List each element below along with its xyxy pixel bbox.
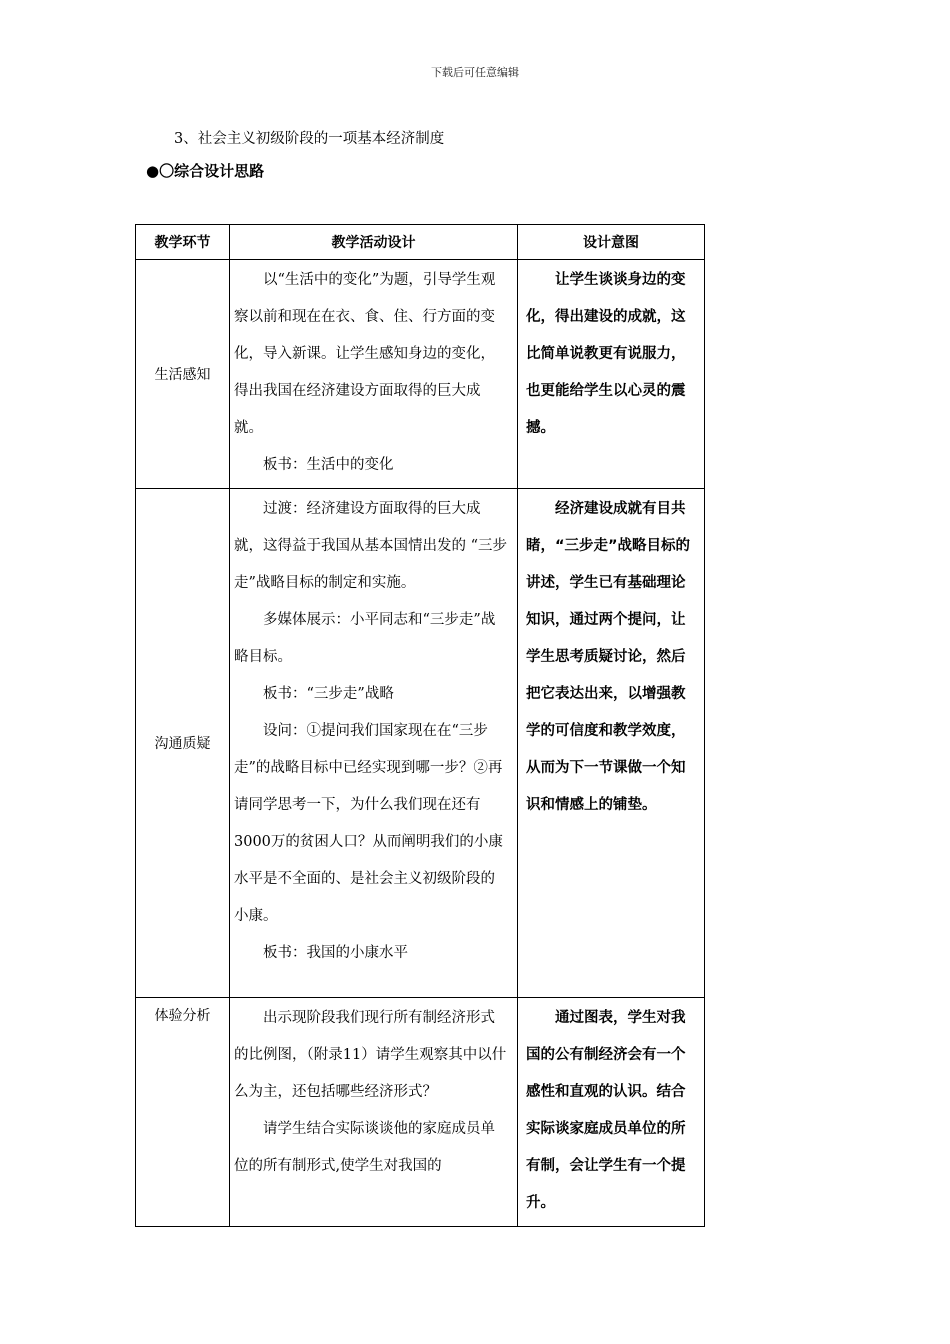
intent-cell	[518, 998, 705, 1227]
activity-paragraph: 多媒体展示：小平同志和“三步走”战略目标。	[234, 612, 496, 665]
activity-cell	[230, 260, 518, 489]
section-title: ●〇综合设计思路	[146, 162, 265, 180]
stage-cell: 沟通质疑	[136, 489, 230, 998]
activity-paragraph: 请学生结合实际谈谈他的家庭成员单位的所有制形式,使学生对我国的	[234, 1121, 495, 1174]
page-header-note: 下载后可任意编辑	[431, 66, 519, 79]
activity-paragraph: 板书：生活中的变化	[263, 457, 394, 473]
activity-paragraph: 以“生活中的变化”为题，引导学生观察以前和现在在衣、食、住、行方面的变化，导入新课。让学生感知身边的变化，得出我国在经济建设方面取得的巨大成就。	[234, 272, 496, 436]
intro-line: 3、社会主义初级阶段的一项基本经济制度	[174, 131, 445, 147]
table-row	[136, 998, 705, 1227]
header-stage: 教学环节	[136, 225, 230, 260]
intent-paragraph: 让学生谈谈身边的变化，得出建设的成就，这比简单说教更有说服力，也更能给学生以心灵的震撼。	[526, 272, 686, 436]
activity-cell	[230, 998, 518, 1227]
lesson-design-table	[135, 224, 705, 1227]
table-row	[136, 489, 705, 998]
intent-paragraph: 经济建设成就有目共睹，“三步走”战略目标的讲述，学生已有基础理论知识，通过两个提问，让学生思考质疑讨论，然后把它表达出来，以增强教学的可信度和教学效度，从而为下一节课做一个知识和情感上的铺垫。	[526, 501, 691, 813]
activity-paragraph: 板书：“三步走”战略	[263, 686, 394, 702]
stage-cell: 生活感知	[136, 260, 230, 489]
stage-cell: 体验分析	[136, 998, 230, 1227]
activity-paragraph: 板书：我国的小康水平	[263, 945, 408, 961]
table-row	[136, 260, 705, 489]
activity-paragraph: 过渡：经济建设方面取得的巨大成就，这得益于我国从基本国情出发的 “三步走”战略目标的制定和实施。	[234, 501, 508, 591]
activity-paragraph: 出示现阶段我们现行所有制经济形式的比例图，（附录11）请学生观察其中以什么为主，还包括哪些经济形式？	[234, 1010, 507, 1100]
table-header-row	[136, 225, 705, 260]
intent-paragraph: 通过图表，学生对我国的公有制经济会有一个感性和直观的认识。结合实际谈家庭成员单位的所有制，会让学生有一个提升。	[526, 1010, 686, 1211]
header-activity: 教学活动设计	[230, 225, 518, 260]
intent-cell	[518, 260, 705, 489]
header-intent: 设计意图	[518, 225, 705, 260]
activity-cell	[230, 489, 518, 998]
intent-cell	[518, 489, 705, 998]
activity-paragraph: 设问：①提问我们国家现在在“三步走”的战略目标中已经实现到哪一步？②再请同学思考一下，为什么我们现在还有3000万的贫困人口？从而阐明我们的小康水平是不全面的、是社会主义初级阶段的小康。	[234, 723, 503, 924]
